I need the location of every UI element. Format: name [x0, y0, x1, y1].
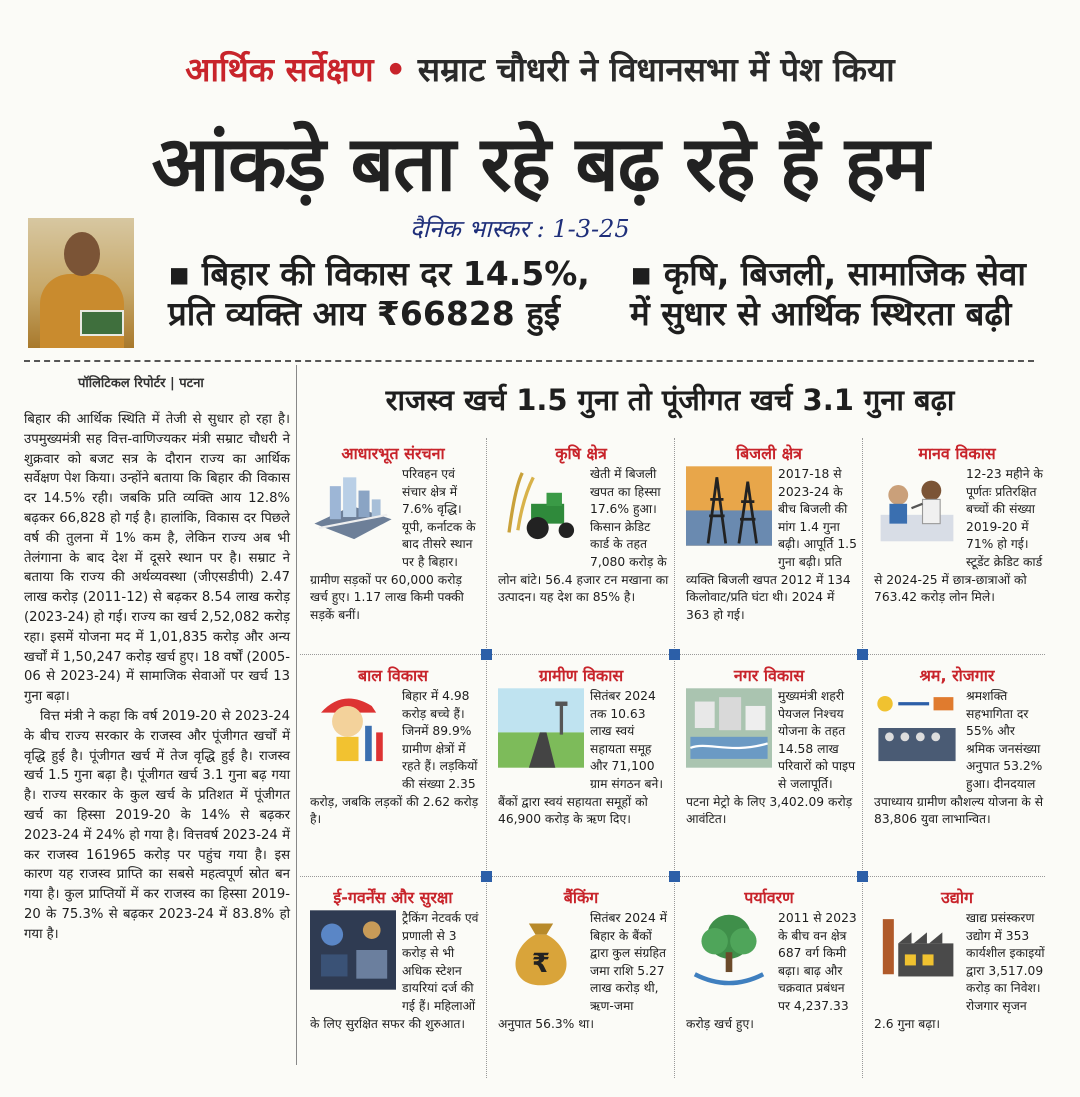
kicker-dot: • — [385, 50, 407, 89]
stat-box-text: 12-23 महीने के पूर्णतः प्रतिरक्षित बच्चों की संख्या 2019-20 में 71% हो गई। स्टूडेंट क्रेडिट कार्ड से 2024-25 में छात्र-छात्राओं को 763.42 करोड़ लोन मिले। — [874, 467, 1043, 605]
stat-box-text: खाद्य प्रसंस्करण उद्योग में 353 कार्यशील इकाइयों द्वारा 3,517.09 करोड़ का निवेश। रोजगार सृजन 2.6 गुना बढ़ा। — [874, 911, 1045, 1031]
stat-box-text: 2017-18 से 2023-24 के बीच बिजली की मांग 1.4 गुना बढ़ी। आपूर्ति 1.5 गुना बढ़ी। प्रति व्यक्ति बिजली खपत 2012 में 134 किलोवाट/प्रति घंटा थी। 2024 में 363 हो गई। — [686, 467, 857, 622]
stat-box-title: बाल विकास — [358, 666, 428, 685]
subhead-left: ▪ बिहार की विकास दर 14.5%, प्रति व्यक्ति आय ₹66828 हुई — [168, 254, 590, 333]
stat-box-text: 2011 से 2023 के बीच वन क्षेत्र 687 वर्ग किमी बढ़ा। बाढ़ और चक्रवात प्रबंधन पर 4,237.33 करोड़ खर्च हुए। — [686, 911, 857, 1031]
handwritten-note: दैनिक भास्कर : 1-3-25 — [410, 215, 630, 243]
stat-box-title: आधारभूत संरचना — [341, 444, 445, 463]
stat-box-text: परिवहन एवं संचार क्षेत्र में 7.6% वृद्धि। यूपी, कर्नाटक के बाद तीसरे स्थान पर है बिहार। ग्रामीण सड़कों पर 60,000 करोड़ खर्च हुए। 1.17 लाख किमी पक्की सड़कें बनीं। — [310, 467, 476, 622]
factory-icon — [874, 910, 966, 998]
minister-photo — [28, 218, 134, 348]
grid-separator — [862, 438, 863, 1078]
stat-box-title: नगर विकास — [733, 666, 805, 685]
stat-box-text: बिहार में 4.98 करोड़ बच्चे हैं। जिनमें 89.9% ग्रामीण क्षेत्रों में रहते हैं। लड़कियों की संख्या 2.35 करोड़, जबकि लड़कों की 2.62 करोड़ है। — [310, 689, 479, 827]
stat-box — [300, 882, 486, 1095]
child-icon — [310, 688, 402, 776]
grid-marker — [669, 871, 680, 882]
dateline: पॉलिटिकल रिपोर्टर | पटना — [78, 376, 204, 391]
stat-box-title: पर्यावरण — [744, 888, 794, 907]
stat-box-text: श्रमशक्ति सहभागिता दर 55% और श्रमिक जनसंख्या अनुपात 53.2% हुआ। दीनदयाल उपाध्याय ग्रामीण कौशल्य योजना के से 83,806 युवा लाभान्वित। — [874, 689, 1044, 827]
grid-marker — [481, 871, 492, 882]
stat-box — [864, 660, 1050, 873]
stat-box-text: ₹ सितंबर 2024 में बिहार के बैंकों द्वारा कुल संग्रहित जमा राशि 5.27 लाख करोड़ थी, ऋण-जमा अनुपात 56.3% था। — [498, 911, 668, 1031]
cctv-icon — [310, 910, 402, 998]
stat-box-text: खेती में बिजली खपत का हिस्सा 17.6% हुआ। किसान क्रेडिट कार्ड के तहत 7,080 करोड़ के लोन बांटे। 56.4 हजार टन मखाना का उत्पादन। यह देश का 85% है। — [498, 467, 669, 605]
paragraph: बिहार की आर्थिक स्थिति में तेजी से सुधार हो रहा है। उपमुख्यमंत्री सह वित्त-वाणिज्यकर मंत्री सम्राट चौधरी ने शुक्रवार को बजट सत्र के दौरान राज्य का आर्थिक सर्वेक्षण पेश किया। उन्होंने बताया कि बिहार की विकास दर 14.5% रही। जबकि प्रति व्यक्ति आय 12.8% बढ़कर 66,828 हो गई है। हालांकि, विकास दर पिछले वर्ष की तुलना में 1% कम है, लेकिन राज्य अब भी तेलंगाना के बाद देश में दूसरे स्थान पर है। सम्राट ने बताया कि राज्य की अर्थव्यवस्था (जीएसडीपी) 2.47 लाख करोड़ (2011-12) से बढ़कर 8.54 लाख करोड़ (2023-24) हो गई। राज्य का खर्च 2,52,082 करोड़ रहा। इसमें योजना मद में 1,01,835 करोड़ और अन्य खर्चों में 1,50,247 करोड़ खर्च हुए। 18 वर्षों (2005-06 से 2023-24) में सामाजिक सेवाओं पर खर्च 13 गुना बढ़ा। — [24, 412, 290, 705]
stat-box-title: कृषि क्षेत्र — [555, 444, 607, 463]
tree-icon — [686, 910, 778, 998]
urban-water-icon — [686, 688, 778, 776]
rural-road-icon — [498, 688, 590, 776]
grid-separator — [486, 438, 487, 1078]
grid-marker — [481, 649, 492, 660]
stat-box-text: सितंबर 2024 तक 10.63 लाख स्वयं सहायता समूह और 71,100 ग्राम संगठन बने। बैंकों द्वारा स्वयं सहायता समूहों को 46,900 करोड़ के ऋण दिए। — [498, 689, 664, 827]
grid-marker — [857, 871, 868, 882]
stat-box — [864, 882, 1050, 1095]
stat-box — [676, 882, 862, 1095]
stats-grid — [300, 438, 1045, 1078]
stat-box — [488, 438, 674, 651]
stat-box — [676, 438, 862, 651]
stat-box — [300, 438, 486, 651]
divider — [24, 360, 1034, 362]
tractor-icon — [498, 466, 590, 554]
stat-box-title: श्रम, रोजगार — [919, 666, 995, 685]
stat-box — [300, 660, 486, 873]
column-rule — [296, 365, 297, 1065]
vaccination-icon — [874, 466, 966, 554]
grid-separator — [674, 438, 675, 1078]
stat-box — [676, 660, 862, 873]
power-tower-icon — [686, 466, 778, 554]
kicker-section: आर्थिक सर्वेक्षण — [185, 50, 374, 89]
paragraph: वित्त मंत्री ने कहा कि वर्ष 2019-20 से 2023-24 के बीच राज्य सरकार के राजस्व और पूंजीगत खर्चों में वृद्धि हुई है। पूंजीगत खर्च में तेज वृद्धि हुई है। राजस्व खर्च 1.5 गुना बढ़ा है। पूंजीगत खर्च 3.1 गुना बढ़ गया है। राज्य सरकार के कुल खर्च के प्रतिशत में पूंजीगत खर्च का हिस्सा 2019-20 के 14% से बढ़कर 2023-24 में 24% हो गया है। वित्तवर्ष 2023-24 में कर राजस्व 161965 करोड़ पर पहुंच गया है। इस कारण यह राजस्व प्राप्ति का सबसे महत्वपूर्ण स्रोत बन गया है। कुल प्राप्तियों में कर राजस्व का हिस्सा 2019-20 के 75.3% से बढ़कर 2023-24 में 83.8% हो गया है। — [24, 708, 290, 942]
grid-marker — [857, 649, 868, 660]
workers-icon — [874, 688, 966, 776]
stat-box-title: बैंकिंग — [563, 888, 599, 907]
svg-text:₹: ₹ — [531, 948, 551, 980]
stat-box — [864, 438, 1050, 651]
stat-box-title: ग्रामीण विकास — [538, 666, 624, 685]
stat-box-text: ट्रैकिंग नेटवर्क एवं प्रणाली से 3 करोड़ से भी अधिक स्टेशन डायरियां दर्ज की गई हैं। महिलाओं के लिए सुरक्षित सफर की शुरुआत। — [310, 911, 479, 1031]
headline: आंकड़े बता रहे बढ़ रहे हैं हम — [151, 119, 929, 208]
stat-box-title: मानव विकास — [918, 444, 996, 463]
stat-box — [488, 882, 674, 1095]
city-infrastructure-icon — [310, 466, 402, 554]
money-bag-icon — [498, 910, 590, 998]
subhead-right: ▪ कृषि, बिजली, सामाजिक सेवा में सुधार से आर्थिक स्थिरता बढ़ी — [630, 254, 1026, 333]
kicker-text: सम्राट चौधरी ने विधानसभा में पेश किया — [417, 50, 895, 89]
kicker — [0, 46, 1080, 91]
stat-box-title: बिजली क्षेत्र — [735, 444, 803, 463]
grid-marker — [669, 649, 680, 660]
stat-box-text: मुख्यमंत्री शहरी पेयजल निश्चय योजना के तहत 14.58 लाख परिवारों को पाइप से जलापूर्ति। पटना मेट्रो के लिए 3,402.09 करोड़ आवंटित। — [686, 689, 856, 827]
stat-box-title: ई-गवर्नेंस और सुरक्षा — [333, 888, 453, 907]
stat-box — [488, 660, 674, 873]
stat-box-title: उद्योग — [940, 888, 973, 907]
article-body — [24, 410, 290, 945]
section-headline: राजस्व खर्च 1.5 गुना तो पूंजीगत खर्च 3.1 गुना बढ़ा — [385, 383, 955, 417]
